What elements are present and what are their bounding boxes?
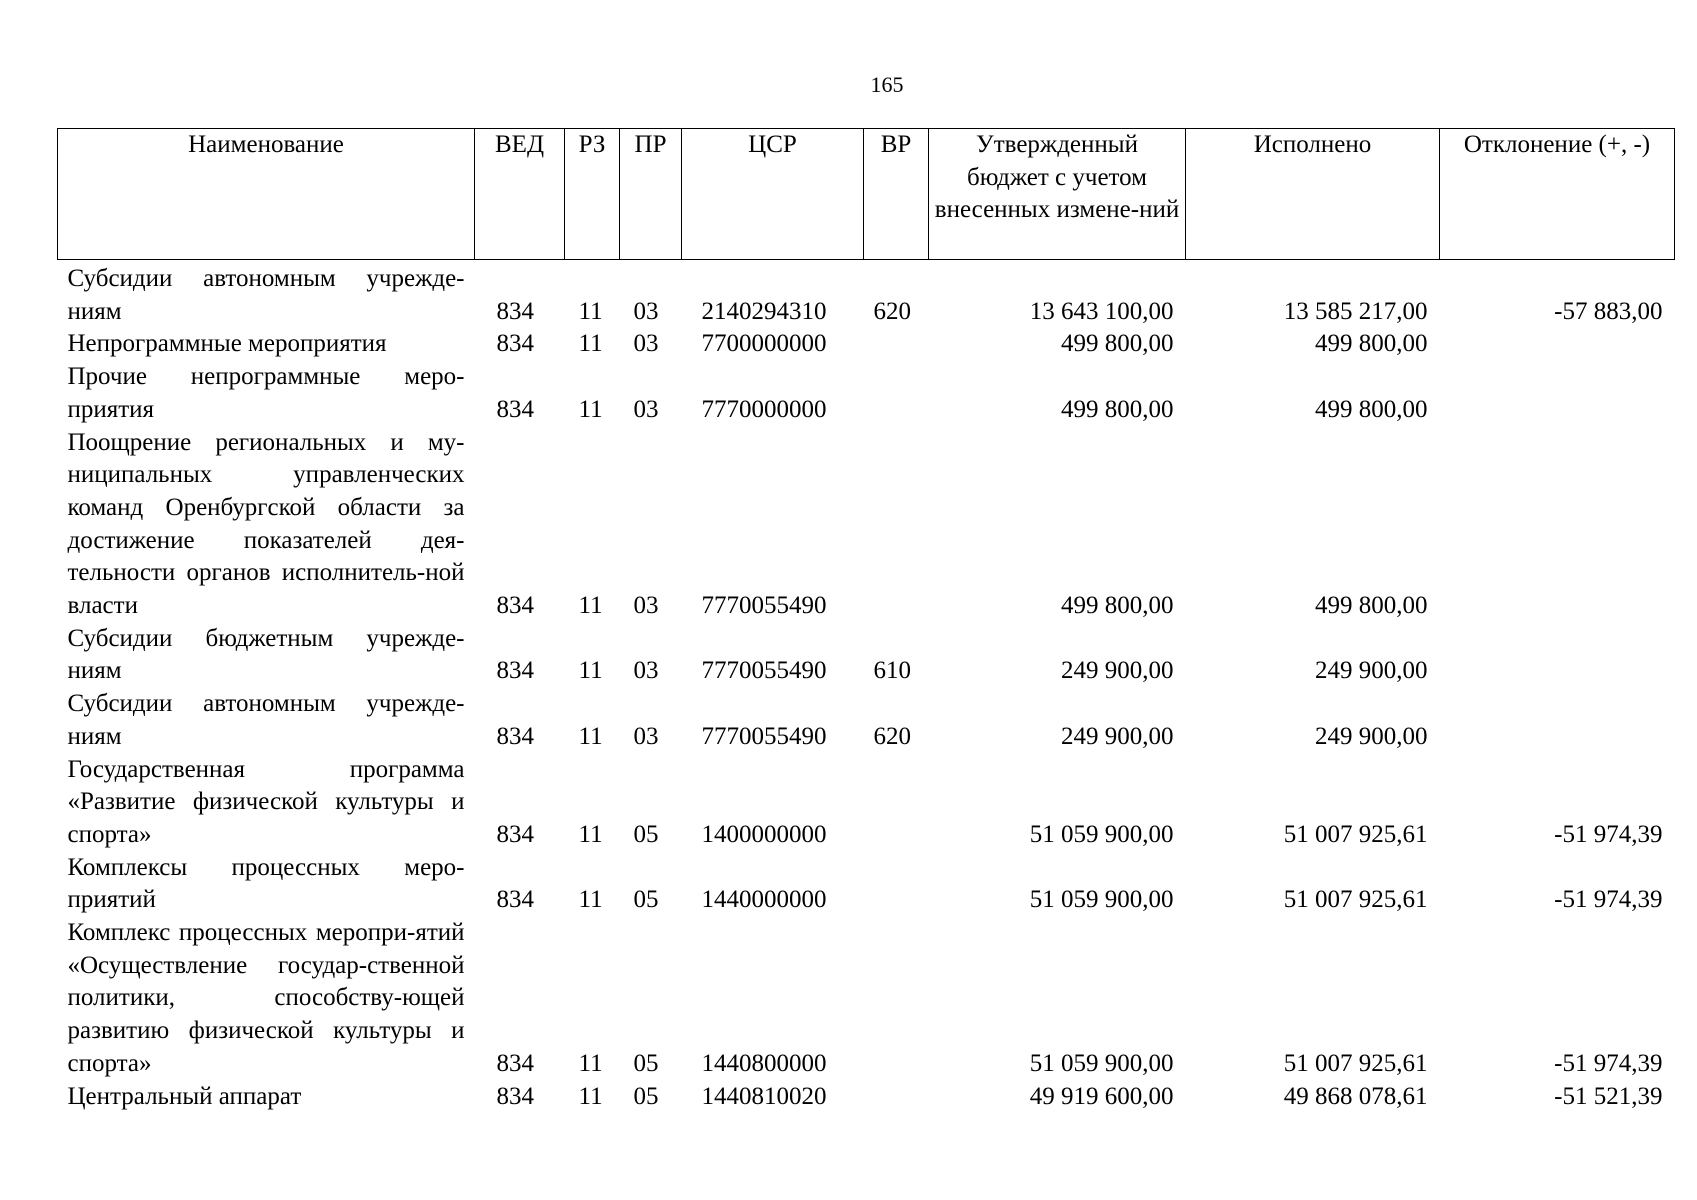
cell-pr: 03 xyxy=(633,330,659,358)
table-header xyxy=(58,129,1675,260)
cell-vr: 610 xyxy=(873,657,911,685)
cell-executed: 51 007 925,61 xyxy=(1283,820,1428,848)
cell-approved: 499 800,00 xyxy=(1061,592,1174,620)
cell-deviation: -57 883,00 xyxy=(1554,297,1663,325)
cell-vr: 620 xyxy=(873,722,911,750)
table-row xyxy=(58,260,1675,329)
cell-pr: 03 xyxy=(633,722,659,750)
cell-ved: 834 xyxy=(496,722,534,750)
table-row xyxy=(58,852,1675,917)
cell-ved: 834 xyxy=(496,297,534,325)
table-row xyxy=(58,917,1675,1081)
cell-executed: 49 868 078,61 xyxy=(1283,1082,1428,1110)
cell-csr: 1440000000 xyxy=(701,886,827,914)
cell-pr: 03 xyxy=(633,297,659,325)
header-name: Наименование xyxy=(58,129,475,260)
cell-ved: 834 xyxy=(496,1082,534,1110)
cell-executed: 249 900,00 xyxy=(1315,657,1428,685)
cell-executed: 13 585 217,00 xyxy=(1283,297,1428,325)
cell-deviation xyxy=(1440,361,1675,426)
cell-approved: 499 800,00 xyxy=(1061,330,1174,358)
cell-vr xyxy=(864,917,929,1081)
cell-ved: 834 xyxy=(496,657,534,685)
cell-name: Субсидии автономным учрежде-ниям xyxy=(67,265,465,325)
cell-name: Субсидии бюджетным учрежде-ниям xyxy=(67,624,465,685)
cell-vr xyxy=(864,1081,929,1114)
table-row xyxy=(58,754,1675,852)
cell-csr: 7770055490 xyxy=(701,592,827,620)
cell-executed: 51 007 925,61 xyxy=(1283,1049,1428,1077)
table-row xyxy=(58,688,1675,753)
table-row xyxy=(58,328,1675,361)
cell-approved: 499 800,00 xyxy=(1061,395,1174,423)
cell-csr: 7700000000 xyxy=(701,330,827,358)
cell-rz: 11 xyxy=(578,722,603,750)
header-pr: ПР xyxy=(620,129,682,260)
cell-rz: 11 xyxy=(578,297,603,325)
cell-name: Комплексы процессных меро-приятий xyxy=(67,853,465,914)
cell-csr: 1440810020 xyxy=(701,1082,827,1110)
cell-ved: 834 xyxy=(496,820,534,848)
header-executed: Исполнено xyxy=(1186,129,1440,260)
header-csr: ЦСР xyxy=(682,129,864,260)
header-vr: ВР xyxy=(864,129,929,260)
header-deviation: Отклонение (+, -) xyxy=(1440,129,1675,260)
cell-executed: 51 007 925,61 xyxy=(1283,886,1428,914)
cell-vr xyxy=(864,361,929,426)
cell-rz: 11 xyxy=(578,886,603,914)
cell-rz: 11 xyxy=(578,1082,603,1110)
cell-rz: 11 xyxy=(578,1049,603,1077)
cell-ved: 834 xyxy=(496,330,534,358)
cell-rz: 11 xyxy=(578,395,603,423)
cell-approved: 51 059 900,00 xyxy=(1029,1049,1174,1077)
cell-pr: 03 xyxy=(633,395,659,423)
cell-approved: 249 900,00 xyxy=(1061,722,1174,750)
cell-pr: 05 xyxy=(633,1049,659,1077)
cell-name: Прочие непрограммные меро-приятия xyxy=(67,363,465,423)
header-approved: Утвержденный бюджет с учетом внесенных измене-ний xyxy=(929,129,1186,260)
cell-rz: 11 xyxy=(578,820,603,848)
cell-pr: 05 xyxy=(633,1082,659,1110)
cell-executed: 499 800,00 xyxy=(1315,330,1428,358)
cell-csr: 7770055490 xyxy=(701,722,827,750)
cell-deviation: -51 974,39 xyxy=(1554,886,1663,914)
cell-csr: 7770055490 xyxy=(701,657,827,685)
table-row xyxy=(58,623,1675,688)
cell-deviation: -51 974,39 xyxy=(1554,1049,1663,1077)
cell-ved: 834 xyxy=(496,886,534,914)
cell-deviation xyxy=(1440,427,1675,623)
cell-approved: 51 059 900,00 xyxy=(1029,886,1174,914)
cell-name: Государственная программа «Развитие физической культуры и спорта» xyxy=(67,755,465,848)
cell-ved: 834 xyxy=(496,592,534,620)
header-rz: РЗ xyxy=(565,129,620,260)
cell-vr xyxy=(864,427,929,623)
cell-vr xyxy=(864,852,929,917)
cell-pr: 05 xyxy=(633,886,659,914)
cell-name: Центральный аппарат xyxy=(67,1082,302,1110)
cell-name: Поощрение региональных и му-ниципальных управленческих команд Оренбургской области за достижение показателей дея-тельности органов исполнитель-ной власти xyxy=(67,428,465,620)
cell-deviation: -51 974,39 xyxy=(1554,820,1663,848)
cell-name: Комплекс процессных меропри-ятий «Осуществление государ-ственной политики, способству-ющей развитию физической культуры и спорта» xyxy=(67,919,465,1077)
cell-pr: 03 xyxy=(633,657,659,685)
cell-deviation xyxy=(1440,328,1675,361)
cell-deviation xyxy=(1440,688,1675,753)
table-row xyxy=(58,427,1675,623)
table-body xyxy=(58,260,1675,1114)
header-ved: ВЕД xyxy=(475,129,565,260)
cell-executed: 499 800,00 xyxy=(1315,592,1428,620)
cell-csr: 2140294310 xyxy=(701,297,827,325)
cell-pr: 03 xyxy=(633,592,659,620)
cell-deviation xyxy=(1440,623,1675,688)
cell-ved: 834 xyxy=(496,395,534,423)
cell-rz: 11 xyxy=(578,592,603,620)
cell-deviation: -51 521,39 xyxy=(1554,1082,1663,1110)
cell-vr xyxy=(864,328,929,361)
cell-executed: 249 900,00 xyxy=(1315,722,1428,750)
cell-vr xyxy=(864,754,929,852)
cell-name: Субсидии автономным учрежде-ниям xyxy=(67,690,465,750)
cell-ved: 834 xyxy=(496,1049,534,1077)
cell-csr: 1440800000 xyxy=(701,1049,827,1077)
cell-approved: 13 643 100,00 xyxy=(1029,297,1174,325)
cell-rz: 11 xyxy=(578,657,603,685)
cell-name: Непрограммные мероприятия xyxy=(67,330,387,358)
cell-approved: 51 059 900,00 xyxy=(1029,820,1174,848)
cell-pr: 05 xyxy=(633,820,659,848)
cell-rz: 11 xyxy=(578,330,603,358)
cell-csr: 7770000000 xyxy=(701,395,827,423)
budget-table xyxy=(57,128,1675,1113)
cell-csr: 1400000000 xyxy=(701,820,827,848)
cell-approved: 49 919 600,00 xyxy=(1029,1082,1174,1110)
cell-vr: 620 xyxy=(873,297,911,325)
table-row xyxy=(58,361,1675,426)
page-number: 165 xyxy=(870,72,904,97)
cell-executed: 499 800,00 xyxy=(1315,395,1428,423)
cell-approved: 249 900,00 xyxy=(1061,657,1174,685)
table-row xyxy=(58,1081,1675,1114)
